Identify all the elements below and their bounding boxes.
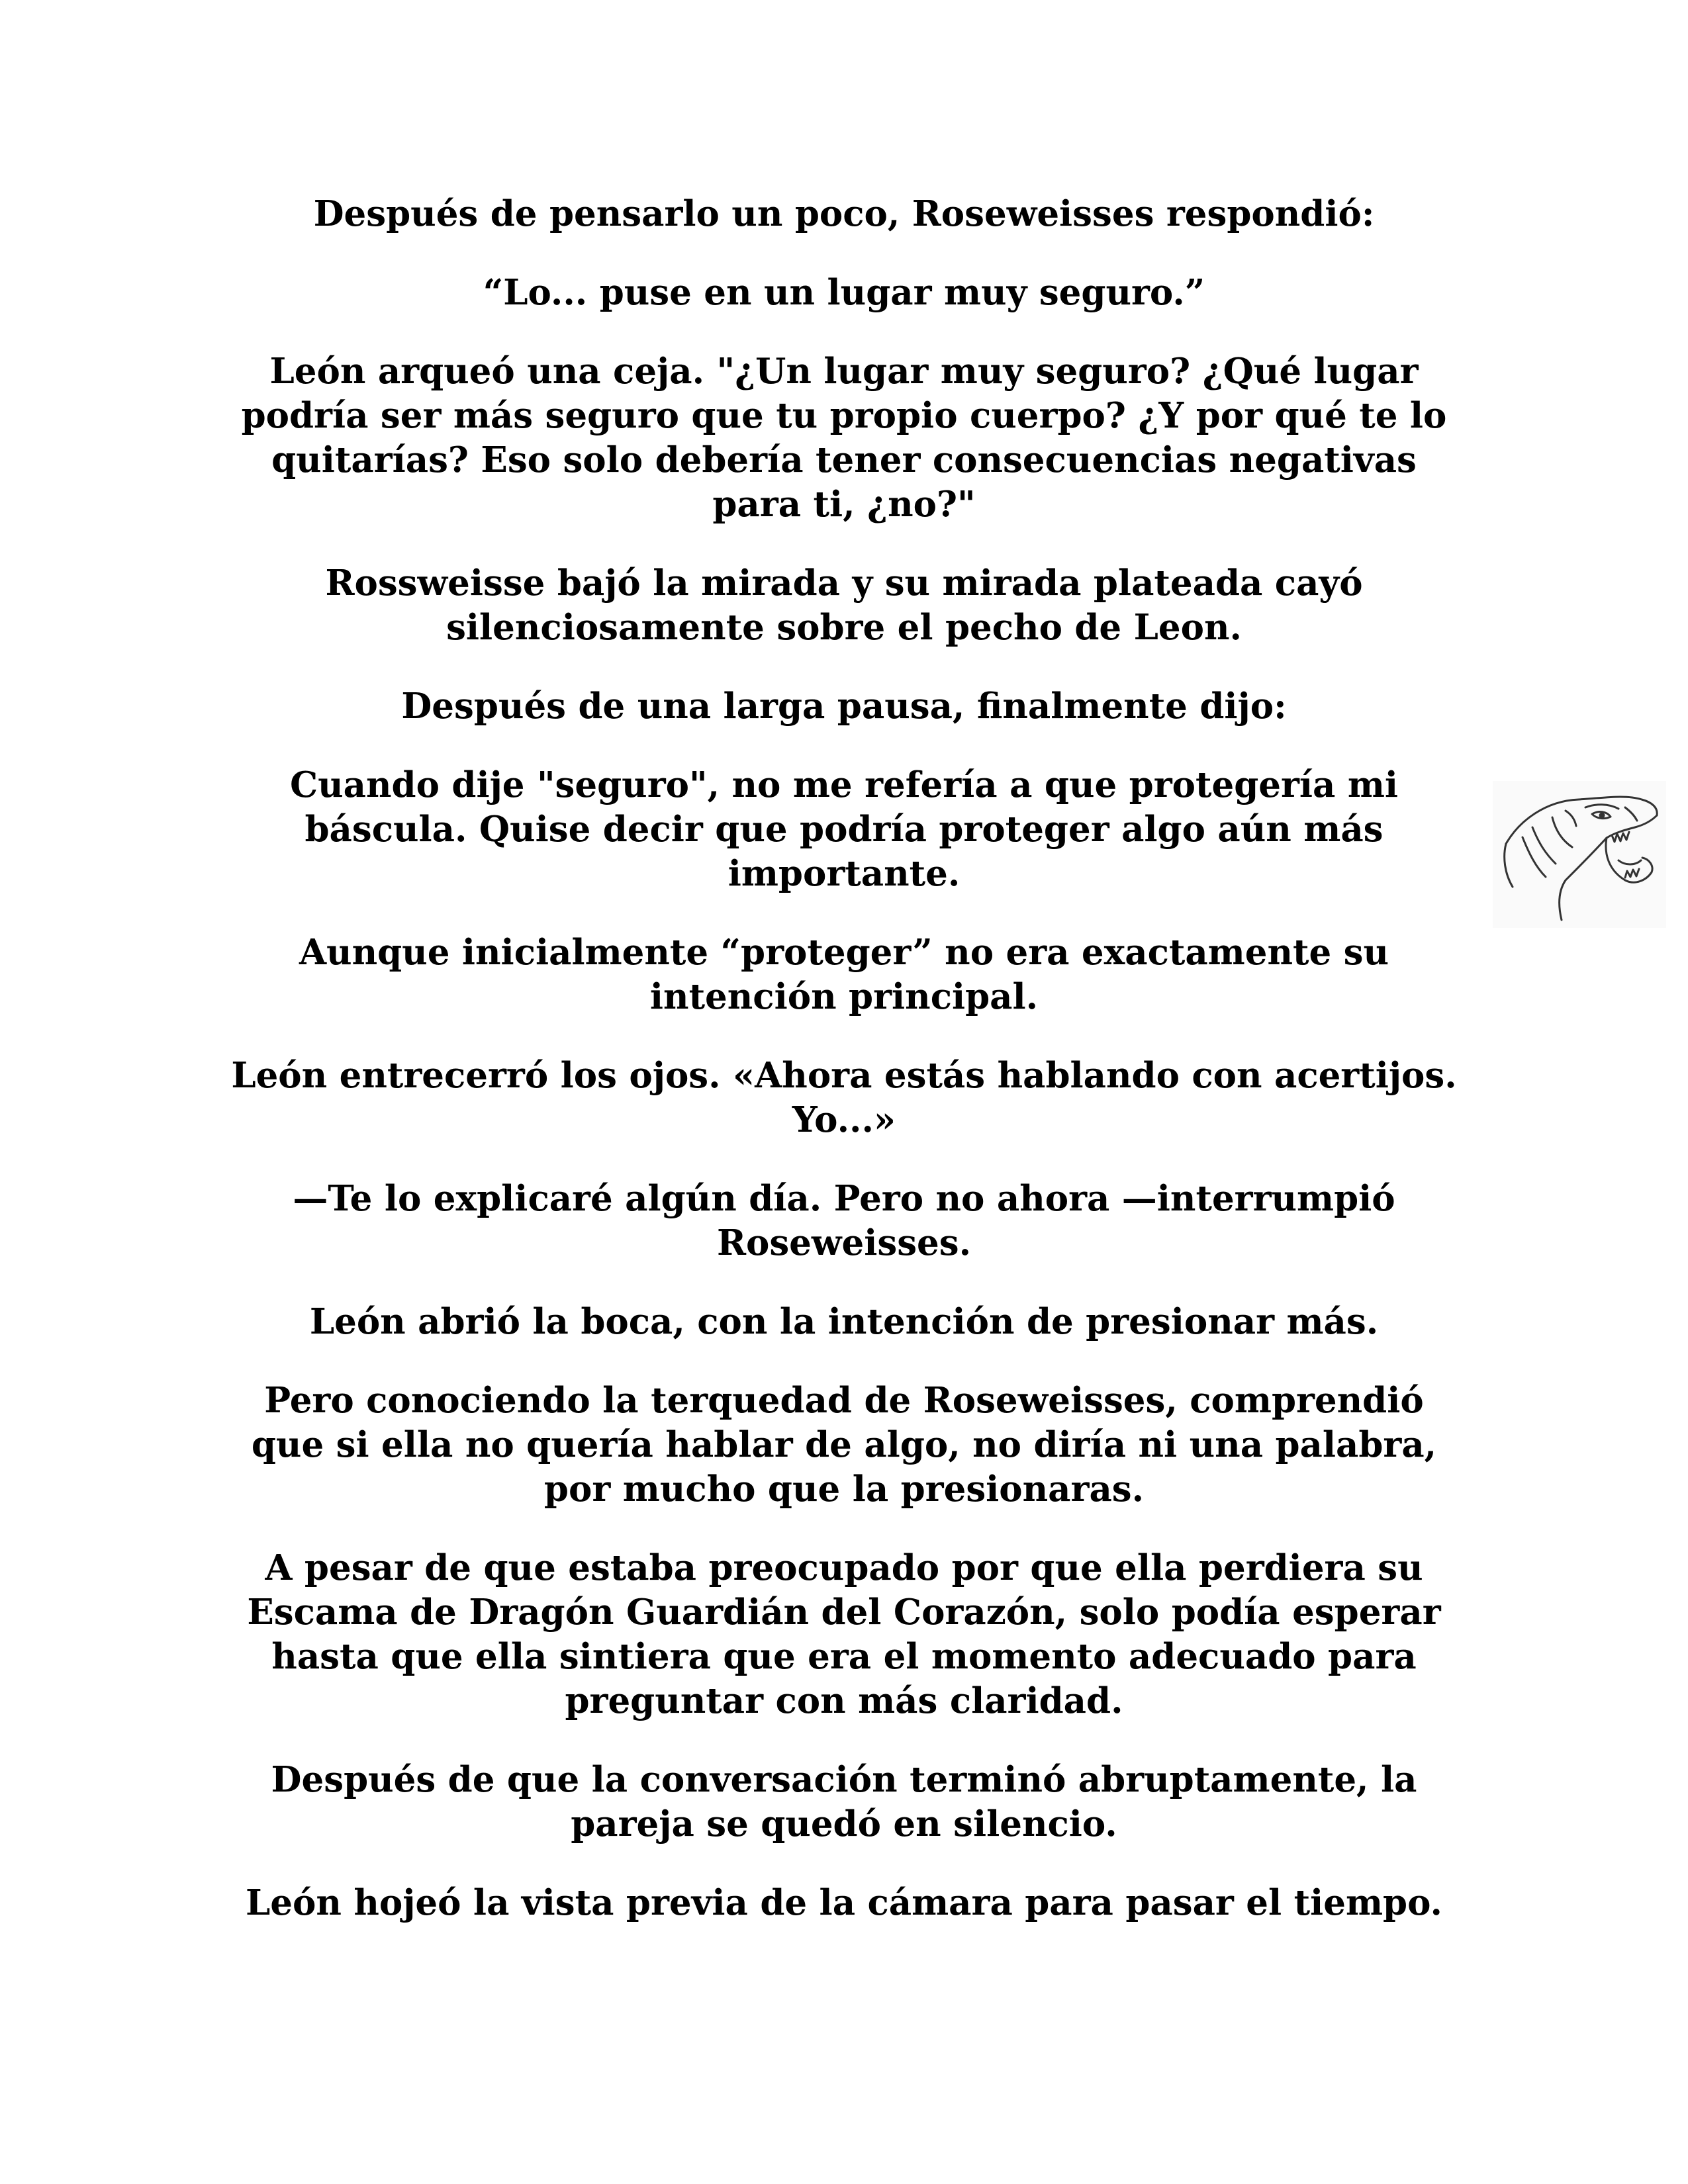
- paragraph-4: Rossweisse bajó la mirada y su mirada plateada cayó silenciosamente sobre el pecho de Leon.: [325, 563, 1363, 648]
- paragraph-14: León hojeó la vista previa de la cámara para pasar el tiempo.: [246, 1882, 1442, 1923]
- paragraph-2: “Lo... puse en un lugar muy seguro.”: [483, 272, 1205, 313]
- paragraph-8: León entrecerró los ojos. «Ahora estás hablando con acertijos. Yo...»: [231, 1055, 1457, 1140]
- paragraph-13: Después de que la conversación terminó abruptamente, la pareja se quedó en silencio.: [271, 1759, 1417, 1844]
- paragraph-5: Después de una larga pausa, finalmente dijo:: [401, 686, 1287, 727]
- paragraph-7: Aunque inicialmente “proteger” no era exactamente su intención principal.: [299, 932, 1389, 1017]
- paragraph-1: Después de pensarlo un poco, Roseweisses respondió:: [313, 193, 1375, 234]
- paragraph-9: —Te lo explicaré algún día. Pero no ahora —interrumpió Roseweisses.: [293, 1178, 1395, 1263]
- paragraph-6: Cuando dije "seguro", no me refería a que protegería mi báscula. Quise decir que podría proteger algo aún más importante.: [289, 764, 1399, 894]
- dinosaur-head-sketch-icon: [1493, 781, 1666, 928]
- story-text: [225, 192, 1463, 1960]
- paragraph-12: A pesar de que estaba preocupado por que ella perdiera su Escama de Dragón Guardián del Corazón, solo podía esperar hasta que ella sintiera que era el momento adecuado para preguntar con más claridad.: [247, 1547, 1441, 1721]
- paragraph-11: Pero conociendo la terquedad de Roseweisses, comprendió que si ella no quería hablar de algo, no diría ni una palabra, por mucho que la presionaras.: [251, 1380, 1437, 1510]
- paragraph-3: León arqueó una ceja. "¿Un lugar muy seguro? ¿Qué lugar podría ser más seguro que tu propio cuerpo? ¿Y por qué te lo quitarías? Eso solo debería tener consecuencias negativas para ti, ¿no?": [241, 351, 1447, 525]
- paragraph-10: León abrió la boca, con la intención de presionar más.: [309, 1301, 1379, 1342]
